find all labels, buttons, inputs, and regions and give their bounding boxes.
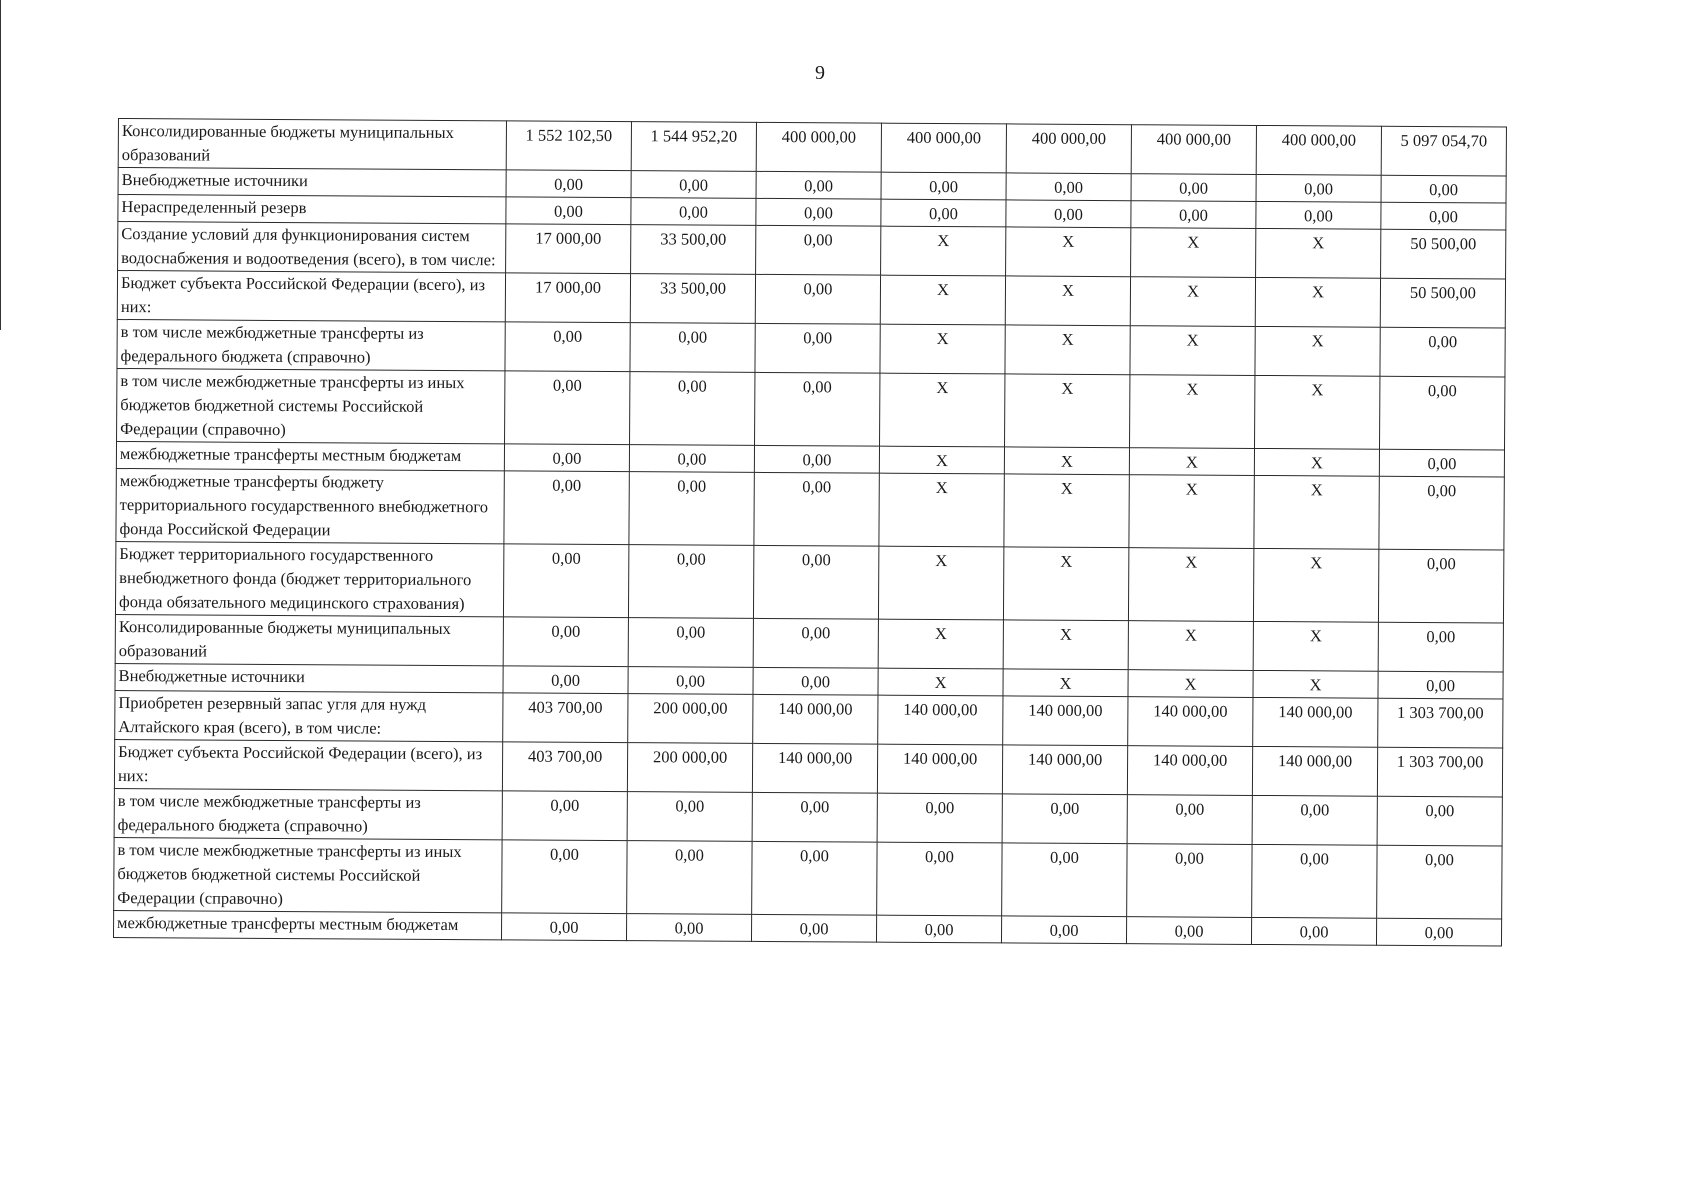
value-cell: X: [1004, 474, 1129, 548]
value-cell: 140 000,00: [1253, 697, 1378, 747]
value-cell: 0,00: [1006, 200, 1131, 228]
value-cell: X: [1129, 475, 1254, 549]
row-label: Консолидированные бюджеты муниципальных образований: [115, 614, 503, 665]
value-cell: X: [881, 226, 1006, 276]
row-label: Бюджет субъекта Российской Федерации (всего), из них:: [117, 271, 505, 322]
value-cell: 0,00: [629, 445, 754, 473]
value-cell: 140 000,00: [1128, 697, 1253, 747]
value-cell: 0,00: [751, 914, 876, 942]
value-cell: 0,00: [1377, 845, 1502, 919]
row-label: Приобретен резервный запас угля для нужд Алтайского края (всего), в том числе:: [115, 690, 503, 741]
value-cell: 0,00: [881, 172, 1006, 200]
table-row: [118, 119, 1506, 176]
value-cell: 0,00: [1378, 549, 1503, 623]
value-cell: 0,00: [1380, 327, 1505, 377]
row-label: межбюджетные трансферты местным бюджетам: [113, 910, 501, 939]
value-cell: 0,00: [1251, 917, 1376, 945]
budget-table-body: [113, 119, 1506, 946]
value-cell: 0,00: [629, 472, 754, 546]
value-cell: 140 000,00: [1003, 696, 1128, 746]
value-cell: X: [1255, 375, 1380, 449]
value-cell: 0,00: [1256, 201, 1381, 229]
table-row: [117, 271, 1505, 328]
value-cell: 0,00: [753, 545, 878, 619]
page-margin-line: [0, 0, 1, 330]
value-cell: X: [1004, 447, 1129, 475]
value-cell: 0,00: [1252, 795, 1377, 845]
value-cell: 0,00: [1002, 843, 1127, 917]
value-cell: 0,00: [755, 323, 880, 373]
row-label: в том числе межбюджетные трансферты из иных бюджетов бюджетной системы Российской Федерации (справочно): [114, 837, 502, 912]
value-cell: 403 700,00: [503, 693, 628, 743]
value-cell: X: [1254, 475, 1379, 549]
value-cell: 0,00: [628, 667, 753, 695]
value-cell: 17 000,00: [505, 273, 630, 323]
value-cell: 0,00: [1127, 844, 1252, 918]
value-cell: X: [1005, 374, 1130, 448]
table-row: [114, 788, 1502, 845]
value-cell: 0,00: [877, 842, 1002, 916]
value-cell: X: [1254, 448, 1379, 476]
value-cell: X: [1253, 621, 1378, 671]
value-cell: 0,00: [1006, 173, 1131, 201]
value-cell: X: [1131, 228, 1256, 278]
value-cell: 0,00: [1131, 201, 1256, 229]
value-cell: X: [880, 373, 1005, 447]
value-cell: X: [1253, 548, 1378, 622]
value-cell: 0,00: [501, 913, 626, 941]
value-cell: X: [880, 324, 1005, 374]
value-cell: X: [1128, 548, 1253, 622]
value-cell: 400 000,00: [881, 123, 1006, 173]
value-cell: X: [1003, 547, 1128, 621]
value-cell: 1 303 700,00: [1377, 747, 1502, 797]
value-cell: 0,00: [1379, 476, 1504, 550]
value-cell: 0,00: [754, 445, 879, 473]
row-label: Создание условий для функционирования систем водоснабжения и водоотведения (всего), в том числе:: [118, 222, 506, 273]
value-cell: 50 500,00: [1380, 278, 1505, 328]
value-cell: 140 000,00: [752, 743, 877, 793]
value-cell: X: [1130, 326, 1255, 376]
value-cell: 0,00: [1377, 796, 1502, 846]
value-cell: X: [1130, 277, 1255, 327]
table-row: [118, 222, 1506, 279]
value-cell: 0,00: [505, 322, 630, 372]
value-cell: 0,00: [752, 841, 877, 915]
value-cell: 0,00: [503, 666, 628, 694]
value-cell: X: [1253, 670, 1378, 698]
row-label: межбюджетные трансферты местным бюджетам: [116, 441, 504, 470]
value-cell: 403 700,00: [502, 742, 627, 792]
table-row: [115, 614, 1503, 671]
table-row: [117, 368, 1505, 449]
value-cell: 0,00: [1378, 671, 1503, 699]
value-cell: X: [1128, 670, 1253, 698]
value-cell: 0,00: [505, 371, 630, 445]
value-cell: 0,00: [754, 472, 879, 546]
value-cell: X: [878, 546, 1003, 620]
value-cell: 0,00: [1001, 916, 1126, 944]
row-label: Внебюджетные источники: [118, 168, 506, 197]
value-cell: 0,00: [628, 618, 753, 668]
value-cell: 0,00: [1126, 917, 1251, 945]
value-cell: 0,00: [881, 199, 1006, 227]
value-cell: 0,00: [877, 793, 1002, 843]
value-cell: 0,00: [1380, 376, 1505, 450]
table-row: [114, 739, 1502, 796]
value-cell: X: [1255, 277, 1380, 327]
value-cell: 0,00: [755, 372, 880, 446]
value-cell: X: [878, 619, 1003, 669]
value-cell: X: [1256, 228, 1381, 278]
value-cell: 140 000,00: [1252, 746, 1377, 796]
value-cell: 400 000,00: [1256, 125, 1381, 175]
table-row: [117, 319, 1505, 376]
value-cell: 0,00: [876, 915, 1001, 943]
row-label: в том числе межбюджетные трансферты из иных бюджетов бюджетной системы Российской Федерации (справочно): [117, 368, 505, 443]
value-cell: X: [1130, 375, 1255, 449]
budget-table: [113, 118, 1507, 946]
value-cell: 0,00: [753, 667, 878, 695]
value-cell: 140 000,00: [878, 695, 1003, 745]
value-cell: X: [879, 446, 1004, 474]
value-cell: 0,00: [627, 841, 752, 915]
value-cell: 33 500,00: [630, 274, 755, 324]
row-label: межбюджетные трансферты бюджету территориального государственного внебюджетного фонда Российской Федерации: [116, 468, 504, 543]
value-cell: 0,00: [503, 617, 628, 667]
value-cell: 400 000,00: [1006, 124, 1131, 174]
row-label: Консолидированные бюджеты муниципальных образований: [118, 119, 506, 170]
row-label: в том числе межбюджетные трансферты из федерального бюджета (справочно): [114, 788, 502, 839]
value-cell: 0,00: [1131, 174, 1256, 202]
value-cell: 140 000,00: [1002, 745, 1127, 795]
value-cell: 0,00: [752, 792, 877, 842]
value-cell: 0,00: [630, 372, 755, 446]
value-cell: X: [1005, 325, 1130, 375]
value-cell: 0,00: [506, 170, 631, 198]
value-cell: X: [878, 668, 1003, 696]
value-cell: 0,00: [1379, 449, 1504, 477]
value-cell: 400 000,00: [756, 122, 881, 172]
value-cell: 1 552 102,50: [506, 121, 631, 171]
value-cell: 0,00: [627, 792, 752, 842]
value-cell: 0,00: [1256, 174, 1381, 202]
value-cell: X: [1003, 620, 1128, 670]
budget-table-container: [113, 118, 1507, 946]
value-cell: 0,00: [756, 171, 881, 199]
value-cell: 0,00: [502, 840, 627, 914]
value-cell: 0,00: [1381, 202, 1506, 230]
value-cell: 140 000,00: [1127, 746, 1252, 796]
value-cell: 33 500,00: [631, 225, 756, 275]
value-cell: 17 000,00: [506, 224, 631, 274]
table-row: [116, 468, 1504, 549]
value-cell: 0,00: [503, 544, 628, 618]
value-cell: X: [1005, 276, 1130, 326]
value-cell: 0,00: [1002, 794, 1127, 844]
page-number: 9: [815, 62, 825, 84]
value-cell: X: [1006, 227, 1131, 277]
value-cell: 0,00: [1376, 918, 1501, 946]
row-label: Внебюджетные источники: [115, 663, 503, 692]
value-cell: 140 000,00: [753, 694, 878, 744]
table-row: [115, 541, 1503, 622]
value-cell: 0,00: [630, 323, 755, 373]
value-cell: 200 000,00: [628, 694, 753, 744]
value-cell: 1 303 700,00: [1378, 698, 1503, 748]
value-cell: X: [880, 275, 1005, 325]
value-cell: 0,00: [504, 471, 629, 545]
row-label: Бюджет субъекта Российской Федерации (всего), из них:: [114, 739, 502, 790]
table-row: [115, 690, 1503, 747]
value-cell: 0,00: [631, 171, 756, 199]
value-cell: 0,00: [756, 198, 881, 226]
value-cell: 1 544 952,20: [631, 122, 756, 172]
value-cell: 0,00: [755, 274, 880, 324]
value-cell: 400 000,00: [1131, 125, 1256, 175]
row-label: Бюджет территориального государственного внебюджетного фонда (бюджет территориального фонда обязательного медицинского страхования): [115, 541, 503, 616]
row-label: в том числе межбюджетные трансферты из федерального бюджета (справочно): [117, 319, 505, 370]
table-row: [114, 837, 1502, 918]
value-cell: 0,00: [626, 914, 751, 942]
value-cell: 50 500,00: [1381, 229, 1506, 279]
value-cell: 0,00: [506, 197, 631, 225]
value-cell: 0,00: [504, 444, 629, 472]
value-cell: 0,00: [628, 545, 753, 619]
value-cell: 0,00: [756, 225, 881, 275]
row-label: Нераспределенный резерв: [118, 195, 506, 224]
value-cell: X: [1255, 326, 1380, 376]
value-cell: 140 000,00: [877, 744, 1002, 794]
value-cell: X: [1129, 448, 1254, 476]
value-cell: 0,00: [1252, 844, 1377, 918]
value-cell: 5 097 054,70: [1381, 126, 1506, 176]
value-cell: 0,00: [1381, 175, 1506, 203]
value-cell: 0,00: [753, 618, 878, 668]
value-cell: 0,00: [502, 791, 627, 841]
value-cell: X: [1003, 669, 1128, 697]
value-cell: X: [879, 473, 1004, 547]
value-cell: 0,00: [1378, 622, 1503, 672]
value-cell: 200 000,00: [627, 743, 752, 793]
value-cell: 0,00: [631, 198, 756, 226]
value-cell: 0,00: [1127, 795, 1252, 845]
value-cell: X: [1128, 621, 1253, 671]
